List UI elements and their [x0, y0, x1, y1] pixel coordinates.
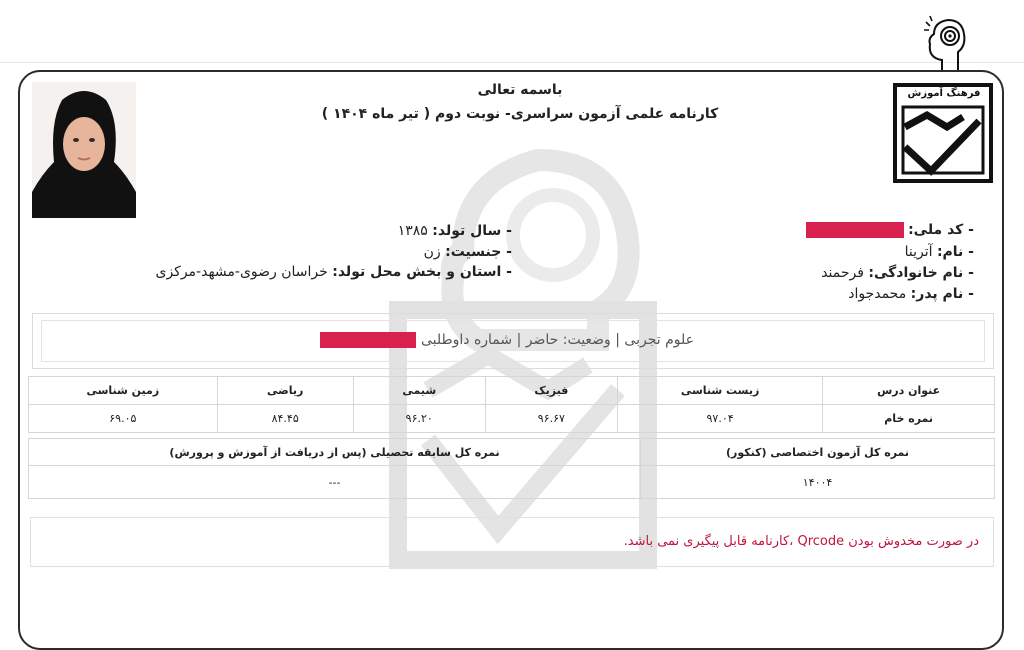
logo-head-icon: [920, 14, 970, 76]
totals-header-cell: نمره کل آزمون اختصاصی (کنکور): [641, 439, 995, 466]
total-value: ۱۴۰۰۴: [641, 466, 995, 499]
family-label: - نام خانوادگی:: [868, 265, 974, 281]
candidate-number-redaction: [320, 332, 416, 348]
birth-year-row: [398, 223, 512, 239]
name-row: [905, 244, 974, 260]
top-divider: [0, 62, 1024, 63]
header-basmala: باسمه تعالی: [477, 82, 563, 98]
score-value: ۸۴.۴۵: [217, 405, 353, 433]
father-label: - نام پدر:: [910, 286, 974, 302]
totals-header-cell: نمره کل سابقه تحصیلی (پس از دریافت از آموزش و پرورش): [29, 439, 641, 466]
status-text: علوم تجربی | وضعیت: حاضر | شماره داوطلبی: [420, 332, 694, 348]
scores-header-cell: شیمی: [353, 377, 485, 405]
scores-header-cell: زمین شناسی: [29, 377, 218, 405]
total-value: ---: [29, 466, 641, 499]
candidate-photo: [32, 82, 136, 218]
birth-year-label: - سال تولد:: [432, 223, 512, 239]
national-code-redaction: [806, 222, 904, 238]
national-code-label: - کد ملی:: [908, 222, 974, 238]
father-value: محمدجواد: [848, 286, 907, 302]
scores-table: [28, 376, 995, 433]
gender-label: - جنسیت:: [445, 244, 512, 260]
scores-header-cell: فیزیک: [485, 377, 617, 405]
logo-text: فرهنگ آموزش: [907, 88, 981, 99]
score-value: ۶۹.۰۵: [29, 405, 218, 433]
scores-header-cell: ریاضی: [217, 377, 353, 405]
totals-table: [28, 438, 995, 499]
page-header: [300, 82, 740, 124]
birthplace-label: - استان و بخش محل تولد:: [332, 264, 512, 280]
qrcode-notice: [30, 517, 994, 567]
name-value: آترینا: [904, 244, 933, 260]
logo-check-icon: [897, 87, 989, 179]
birthplace-value: خراسان رضوی-مشهد-مرکزی: [155, 264, 328, 280]
status-row: [320, 332, 694, 348]
father-row: [848, 286, 974, 302]
name-label: - نام:: [936, 244, 974, 260]
header-title: کارنامه علمی آزمون سراسری- نوبت دوم ( تیر ماه ۱۴۰۴ ): [321, 106, 719, 122]
scores-header-cell: زیست شناسی: [617, 377, 822, 405]
national-code-row: [806, 222, 974, 238]
family-row: [821, 265, 974, 281]
gender-row: [424, 244, 512, 260]
scores-row-label: نمره خام: [823, 405, 995, 433]
qrcode-notice-text: در صورت مخدوش بودن Qrcode ،کارنامه قابل پیگیری نمی باشد.: [623, 534, 979, 549]
gender-value: زن: [423, 244, 441, 260]
birth-year-value: ۱۳۸۵: [397, 223, 428, 239]
scores-header-cell: عنوان درس: [823, 377, 995, 405]
score-value: ۹۶.۲۰: [353, 405, 485, 433]
birthplace-row: [155, 264, 512, 280]
score-value: ۹۶.۶۷: [485, 405, 617, 433]
family-value: فرحمند: [821, 265, 864, 281]
score-value: ۹۷.۰۴: [617, 405, 822, 433]
